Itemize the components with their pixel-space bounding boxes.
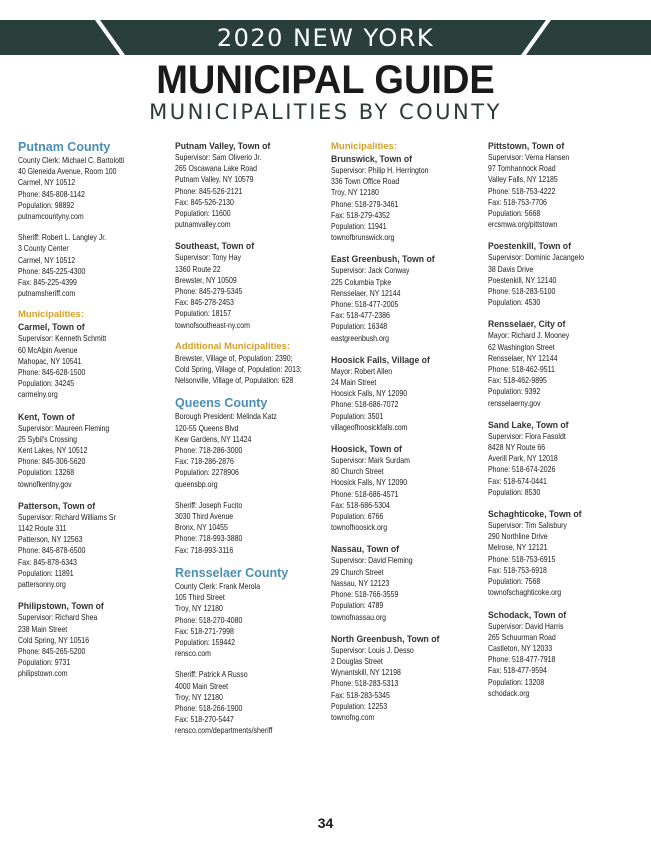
entry-line: 105 Third Street [175,593,225,603]
entry-line: Phone: 845-526-2121 [175,186,243,196]
entry-line: Supervisor: Verna Hansen [488,153,570,162]
entry-line: Supervisor: Maureen Fleming [18,423,110,433]
directory-entry [175,353,325,387]
entry-line: Fax: 518-753-7706 [488,197,547,207]
entry-line: Rensselaer, NY 12144 [488,353,558,363]
entry-line: Nassau, NY 12123 [331,578,390,588]
county-heading: Queens County [175,396,268,411]
entry-line: Fax: 845-225-4399 [18,278,77,288]
directory-entry [18,500,168,590]
entry-line: townofhoosick.org [331,523,388,533]
entry-name: Southeast, Town of [175,241,255,252]
entry-line: Phone: 518-674-2026 [488,465,556,475]
entry-name: Brunswick, Town of [331,154,413,164]
entry-line: Supervisor: Sam Oliverio Jr. [175,153,262,162]
directory-entry [488,140,638,230]
entry-line: Carmel, NY 10512 [18,178,76,188]
entry-line: Valley Falls, NY 12185 [488,175,558,185]
entry-line: Melrose, NY 12121 [488,543,548,553]
entry-line: Phone: 518-686-4571 [331,489,399,499]
entry-line: Supervisor: Flora Fasoldt [488,431,566,441]
entry-name: Pittstown, Town of [488,141,565,151]
entry-line: Population: 11941 [331,222,387,232]
entry-line: Wynantskill, NY 12198 [331,668,401,678]
directory-entry [18,155,168,222]
entry-line: Fax: 845-878-6343 [18,557,77,567]
entry-line: County Clerk: Michael C. Bartolotti [18,156,125,165]
entry-line: 3030 Third Avenue [175,512,234,522]
entry-line: queensbp.org [175,479,218,489]
entry-line: Phone: 845-225-4300 [18,266,86,276]
entry-name: Rensselaer, City of [488,319,566,330]
entry-line: villageofhoosickfalls.com [331,422,408,432]
entry-name: North Greenbush, Town of [331,633,440,644]
entry-line: Phone: 718-286-3000 [175,446,243,456]
entry-name: Schaghticoke, Town of [488,509,582,520]
entry-line: Brewster, Village of, Population: 2390; [175,353,293,363]
entry-line: Phone: 518-753-4222 [488,186,556,196]
entry-line: Supervisor: Tim Salisbury [488,521,567,531]
directory-entry [175,240,325,330]
entry-line: 60 McAlpin Avenue [18,345,78,355]
entry-line: 1142 Route 311 [18,524,67,534]
entry-line: 24 Main Street [331,378,377,388]
directory-entry [18,232,168,299]
entry-line: Supervisor: Mark Surdam [331,456,410,466]
entry-line: Population: 5668 [488,209,541,219]
entry-line: putnamsheriff.com [18,289,76,299]
entry-line: 4000 Main Street [175,681,229,691]
entry-line: Bronx, NY 10455 [175,523,228,533]
page-subtitle: MUNICIPALITIES BY COUNTY [149,100,502,124]
entry-name: Schodack, Town of [488,609,567,620]
page-title: MUNICIPAL GUIDE [156,58,495,102]
entry-line: Supervisor: Louis J. Desso [331,645,414,655]
column-1 [18,140,168,690]
entry-name: East Greenbush, Town of [331,254,435,265]
directory-entry [488,609,638,699]
entry-line: Phone: 845-878-6500 [18,546,86,556]
entry-line: Carmel, NY 10512 [18,255,76,265]
entry-line: Fax: 845-278-2453 [175,298,234,308]
entry-line: Hoosick Falls, NY 12090 [331,389,408,399]
entry-name: Hoosick, Town of [331,444,402,455]
entry-line: Supervisor: Jack Conway [331,266,410,276]
entry-line: schodack.org [488,688,530,698]
entry-name: Patterson, Town of [18,500,96,511]
entry-line: Borough President: Melinda Katz [175,412,277,422]
entry-line: 97 Tomhannock Road [488,164,556,174]
entry-line: 2 Douglas Street [331,656,383,666]
entry-line: townofschaghticoke.org [488,588,562,598]
entry-line: Phone: 518-462-9511 [488,365,555,375]
entry-line: putnamcountyny.com [18,212,84,222]
directory-entry [488,240,638,308]
entry-line: Supervisor: Dominic Jacangelo [488,253,584,263]
entry-line: Supervisor: Tony Hay [175,253,242,263]
entry-line: Fax: 518-477-2386 [331,311,390,321]
entry-line: 265 Oscawana Lake Road [175,164,258,174]
entry-line: Cold Spring, NY 10516 [18,635,90,645]
municipalities-heading: Additional Municipalities: [175,340,291,352]
entry-line: Population: 159442 [175,637,235,647]
entry-line: Averill Park, NY 12018 [488,454,558,464]
entry-line: Fax: 518-686-5304 [331,500,390,510]
entry-line: Population: 18157 [175,309,232,319]
entry-line: County Clerk: Frank Merola [175,581,261,591]
entry-line: eastgreenbush.org [331,333,390,343]
entry-line: Kew Gardens, NY 11424 [175,434,252,444]
entry-line: Sheriff: Robert L. Langley Jr. [18,233,107,243]
entry-line: Supervisor: Richard Williams Sr [18,512,116,522]
entry-line: Castleton, NY 12033 [488,643,553,653]
entry-line: Phone: 845-279-5345 [175,287,243,297]
entry-line: Population: 11891 [18,568,74,578]
entry-line: Population: 4530 [488,298,541,308]
entry-line: Putnam Valley, NY 10579 [175,175,254,185]
entry-line: Fax: 518-271-7998 [175,626,234,636]
entry-line: rensco.com [175,649,211,659]
entry-line: Phone: 518-686-7072 [331,400,399,410]
entry-line: 3 County Center [18,244,69,254]
entry-line: 25 Sybil's Crossing [18,434,77,444]
entry-line: Hoosick Falls, NY 12090 [331,478,408,488]
column-4 [488,140,638,709]
entry-line: 290 Northline Drive [488,532,548,542]
entry-line: 225 Columbia Tpke [331,277,392,287]
entry-line: Population: 2278906 [175,468,239,478]
entry-name: Philipstown, Town of [18,601,104,612]
entry-line: Patterson, NY 12563 [18,535,83,545]
entry-line: Population: 98892 [18,200,75,210]
entry-line: Population: 13268 [18,468,75,478]
entry-line: Population: 11600 [175,209,231,219]
entry-line: 120-55 Queens Blvd [175,423,239,433]
entry-name: Putnam Valley, Town of [175,141,271,151]
entry-line: Phone: 845-628-1500 [18,368,86,378]
entry-line: Phone: 718-993-3880 [175,534,243,544]
entry-line: Fax: 518-462-9895 [488,376,547,386]
directory-entry [175,581,325,659]
entry-line: rensco.com/departments/sheriff [175,726,273,736]
entry-line: Population: 9392 [488,387,541,397]
directory-entry [488,508,638,598]
entry-line: 29 Church Street [331,567,384,577]
directory-entry [175,411,325,489]
entry-line: Brewster, NY 10509 [175,275,237,285]
entry-line: Phone: 518-283-5100 [488,287,556,297]
entry-line: 80 Church Street [331,467,384,477]
directory-entry [175,140,325,230]
entry-line: Cold Spring, Village of, Population: 2013; [175,365,302,375]
entry-line: 8428 NY Route 66 [488,443,546,453]
entry-line: philipstown.com [18,669,68,679]
entry-line: Mayor: Robert Allen [331,366,393,376]
directory-entry [175,500,325,556]
entry-line: Troy, NY 12180 [175,604,223,614]
entry-line: Troy, NY 12180 [331,188,379,198]
entry-line: Population: 9731 [18,658,71,668]
entry-line: Population: 16348 [331,322,388,332]
entry-line: 38 Davis Drive [488,264,534,274]
directory-entry [18,321,168,400]
directory-entry [331,543,481,622]
entry-line: Kent Lakes, NY 10512 [18,446,88,456]
directory-entry [331,153,481,243]
entry-line: Troy, NY 12180 [175,692,223,702]
entry-line: Phone: 518-477-2005 [331,300,399,310]
entry-line: Phone: 845-306-5620 [18,457,86,467]
entry-name: Carmel, Town of [18,322,85,333]
municipalities-heading: Municipalities: [331,141,397,152]
entry-name: Kent, Town of [18,411,75,422]
page-number: 34 [317,815,334,831]
directory-entry [18,600,168,679]
entry-line: Fax: 518-477-9594 [488,666,547,676]
entry-line: Phone: 518-753-6915 [488,554,556,564]
entry-line: Population: 34245 [18,379,75,389]
entry-line: Phone: 518-766-3559 [331,590,399,600]
entry-line: Population: 12253 [331,701,388,711]
column-3 [331,140,481,733]
entry-name: Poestenkill, Town of [488,241,571,252]
entry-line: townofkentny.gov [18,479,72,489]
directory-entry [331,443,481,533]
entry-line: Sheriff: Patrick A Russo [175,670,248,680]
entry-line: Fax: 518-270-5447 [175,715,234,725]
entry-line: Phone: 518-477-7918 [488,655,556,665]
entry-line: ercsmwa.org/pittstown [488,220,558,230]
entry-line: Mayor: Richard J. Mooney [488,331,570,341]
entry-line: Mahopac, NY 10541 [18,356,82,366]
directory-entry [18,411,168,490]
entry-line: Fax: 845-526-2130 [175,197,234,207]
entry-line: Sheriff: Joseph Fucito [175,500,243,510]
entry-name: Sand Lake, Town of [488,419,569,430]
directory-entry [331,253,481,343]
entry-line: Supervisor: David Harris [488,621,564,631]
banner-title: 2020 NEW YORK [216,24,435,52]
entry-line: Supervisor: Kenneth Schmitt [18,334,107,344]
entry-line: Fax: 518-283-5345 [331,690,390,700]
entry-line: Population: 6766 [331,512,384,522]
column-2 [175,140,325,747]
entry-line: 336 Town Office Road [331,177,400,187]
entry-line: Supervisor: Richard Shea [18,613,98,623]
entry-name: Nassau, Town of [331,544,400,555]
entry-line: Fax: 718-993-3116 [175,545,234,555]
entry-name: Hoosick Falls, Village of [331,354,430,365]
directory-entry [488,318,638,408]
directory-entry [331,354,481,433]
entry-line: Poestenkill, NY 12140 [488,275,557,285]
entry-line: pattersonny.org [18,580,66,590]
entry-line: Fax: 518-753-6918 [488,565,547,575]
entry-line: Population: 4789 [331,601,384,611]
entry-line: Phone: 518-270-4080 [175,615,243,625]
entry-line: Nelsonville, Village of, Population: 628 [175,376,294,386]
entry-line: Phone: 518-266-1900 [175,703,243,713]
entry-line: Population: 3501 [331,411,384,421]
entry-line: Supervisor: David Fleming [331,556,413,566]
entry-line: 1360 Route 22 [175,264,221,274]
entry-line: Fax: 518-279-4352 [331,210,390,220]
entry-line: putnamvalley.com [175,220,231,230]
entry-line: Phone: 518-279-3461 [331,199,399,209]
entry-line: 238 Main Street [18,624,68,634]
entry-line: Fax: 718-286-2876 [175,457,234,467]
entry-line: 265 Schuurman Road [488,632,556,642]
entry-line: Population: 7568 [488,577,541,587]
entry-line: townofbrunswick.org [331,233,395,243]
directory-entry [488,419,638,498]
directory-entry [175,669,325,736]
entry-line: 62 Washington Street [488,342,555,352]
entry-line: townofng.com [331,712,375,722]
entry-line: Population: 8530 [488,487,541,497]
directory-entry [331,633,481,723]
entry-line: Rensselaer, NY 12144 [331,288,401,298]
entry-line: 40 Gleneida Avenue, Room 100 [18,167,117,177]
county-heading: Putnam County [18,140,111,154]
municipalities-heading: Municipalities: [18,309,84,321]
county-heading: Rensselaer County [175,565,289,580]
entry-line: Phone: 518-283-5313 [331,679,399,689]
entry-line: Phone: 845-265-5200 [18,646,86,656]
entry-line: Supervisor: Philip H. Herrington [331,166,429,175]
entry-line: Phone: 845-808-1142 [18,189,85,199]
entry-line: carmelny.org [18,390,58,400]
entry-line: townofsoutheast-ny.com [175,320,250,330]
entry-line: rensselaerny.gov [488,398,541,408]
entry-line: townofnassau.org [331,612,386,622]
entry-line: Fax: 518-674-0441 [488,476,547,486]
entry-line: Population: 13208 [488,677,545,687]
